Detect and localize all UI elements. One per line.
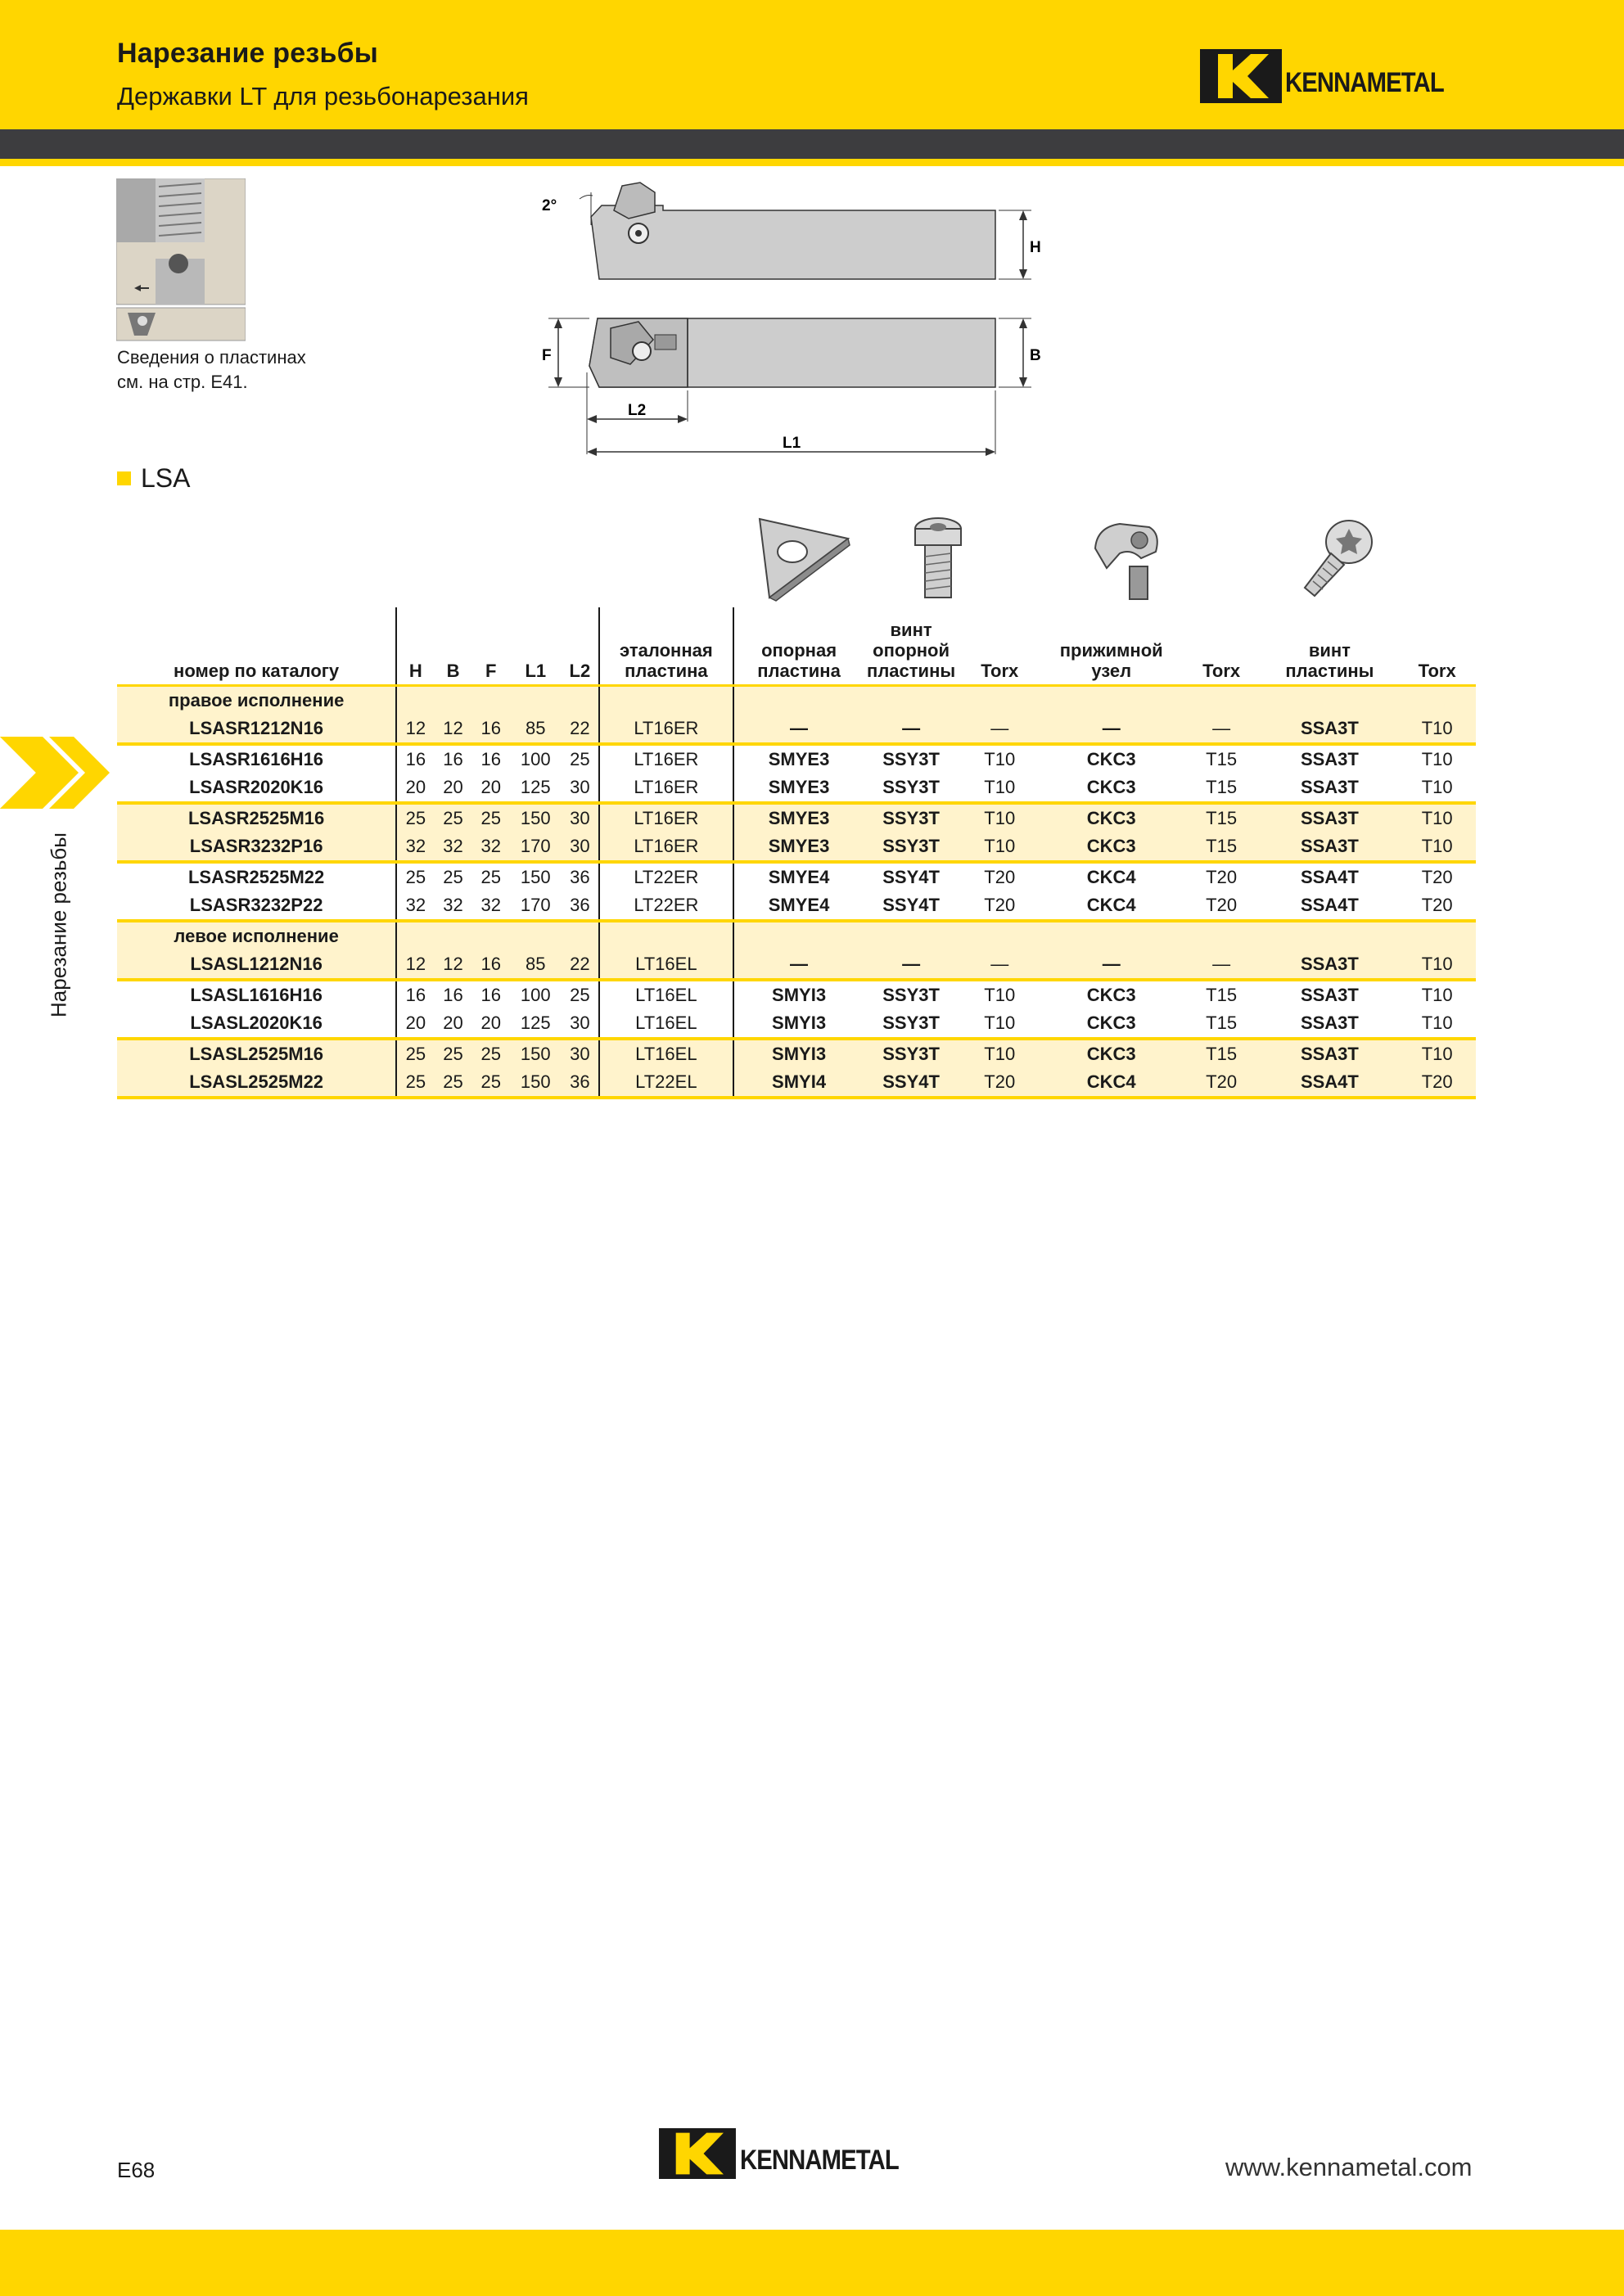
col-f: F — [472, 607, 510, 686]
table-cell: SMYI3 — [733, 1009, 864, 1039]
col-h: H — [396, 607, 434, 686]
table-cell: CKC3 — [1041, 1039, 1182, 1068]
insert-note-line1: Сведения о пластинах — [117, 347, 306, 368]
section-marker — [117, 471, 131, 485]
table-cell: 25 — [480, 867, 501, 887]
table-cell: — — [733, 715, 864, 744]
table-cell: 12 — [396, 715, 434, 744]
table-cell — [434, 686, 471, 715]
table-cell: SMYE4 — [768, 867, 830, 887]
table-cell: 100 — [520, 985, 551, 1005]
table-row — [117, 980, 1476, 1009]
table-cell: 16 — [472, 715, 510, 744]
table-cell: T15 — [1182, 1039, 1261, 1068]
clamp-icon — [1087, 516, 1166, 602]
table-cell: — — [864, 950, 958, 980]
table-cell: SSA3T — [1261, 715, 1398, 744]
table-row — [117, 862, 1476, 891]
table-cell: SMYE3 — [733, 803, 864, 832]
dim-l1-label: L1 — [783, 435, 801, 452]
catalog-number: LSASR1616H16 — [117, 744, 396, 774]
table-cell: T20 — [1398, 1068, 1476, 1098]
table-cell: SSA4T — [1261, 891, 1398, 921]
table-cell: T10 — [959, 832, 1041, 862]
kennametal-logo — [1200, 49, 1478, 103]
table-cell: T10 — [1398, 715, 1476, 744]
table-row — [117, 1068, 1476, 1098]
catalog-number: LSASR3232P16 — [117, 832, 396, 862]
dim-f-label: F — [542, 347, 552, 364]
table-cell: 20 — [434, 774, 471, 803]
table-cell: T10 — [984, 985, 1016, 1005]
table-cell: 20 — [434, 1009, 471, 1039]
table-cell: 100 — [520, 749, 551, 769]
dim-h-label: H — [1030, 239, 1041, 256]
table-cell: 25 — [396, 1068, 434, 1098]
col-torx1: Torx — [959, 607, 1041, 686]
table-cell — [472, 921, 510, 950]
footer-logo — [658, 2128, 936, 2179]
table-cell: 36 — [562, 862, 599, 891]
insert-note — [117, 345, 306, 395]
table-cell: T20 — [984, 867, 1016, 887]
footer-kennametal-k-icon — [658, 2128, 737, 2179]
table-cell: T15 — [1182, 832, 1261, 862]
insert-screw-icon — [1290, 514, 1385, 604]
table-cell: T10 — [959, 774, 1041, 803]
section-label-row — [117, 686, 1476, 715]
product-table — [117, 607, 1476, 1099]
table-cell: SSA4T — [1261, 1068, 1398, 1098]
table-cell: LT16EL — [599, 1009, 733, 1039]
table-cell — [959, 921, 1041, 950]
table-cell — [864, 686, 958, 715]
table-cell: SSY3T — [864, 832, 958, 862]
catalog-number: LSASR3232P22 — [117, 891, 396, 921]
table-cell: SSY4T — [882, 867, 940, 887]
table-cell: SMYE3 — [733, 832, 864, 862]
table-cell: CKC3 — [1041, 1009, 1182, 1039]
table-cell: CKC4 — [1041, 1068, 1182, 1098]
table-cell: 150 — [510, 803, 562, 832]
table-row — [117, 1039, 1476, 1068]
table-cell: SSY3T — [864, 803, 958, 832]
table-cell: 25 — [434, 803, 471, 832]
table-cell: 25 — [562, 744, 599, 774]
table-cell: — — [1182, 950, 1261, 980]
col-torx2: Torx — [1182, 607, 1261, 686]
table-cell: T10 — [959, 1009, 1041, 1039]
table-cell — [1041, 686, 1182, 715]
catalog-number: LSASL2020K16 — [117, 1009, 396, 1039]
col-ref-insert-line2: пластина — [625, 661, 708, 681]
table-cell: 20 — [472, 1009, 510, 1039]
table-cell: SMYI3 — [733, 1039, 864, 1068]
table-cell: 25 — [396, 803, 434, 832]
table-cell: CKC3 — [1086, 749, 1136, 769]
table-cell: 30 — [562, 1009, 599, 1039]
tool-holder-drawing — [532, 176, 1064, 458]
table-cell: 25 — [562, 980, 599, 1009]
section-label: правое исполнение — [117, 686, 396, 715]
dim-l2-label: L2 — [628, 402, 647, 419]
table-cell: 16 — [405, 749, 426, 769]
table-cell: 30 — [562, 803, 599, 832]
table-cell: T15 — [1206, 985, 1238, 1005]
col-l1: L1 — [510, 607, 562, 686]
table-cell: SMYE3 — [733, 774, 864, 803]
table-cell — [1261, 921, 1398, 950]
catalog-number: LSASL1616H16 — [117, 980, 396, 1009]
table-row — [117, 832, 1476, 862]
table-cell: 125 — [510, 1009, 562, 1039]
table-cell: T20 — [959, 1068, 1041, 1098]
table-cell: — — [733, 950, 864, 980]
table-cell: 32 — [434, 832, 471, 862]
table-cell — [510, 686, 562, 715]
table-cell: 20 — [396, 1009, 434, 1039]
table-cell: 30 — [562, 774, 599, 803]
table-cell: 16 — [443, 985, 463, 1005]
table-cell: LT16ER — [599, 774, 733, 803]
table-cell: 36 — [562, 891, 599, 921]
table-cell: 125 — [510, 774, 562, 803]
side-chevron-icon — [0, 737, 115, 809]
table-cell — [1182, 921, 1261, 950]
table-cell: T20 — [1206, 867, 1238, 887]
table-cell: 85 — [510, 715, 562, 744]
table-cell: 32 — [396, 891, 434, 921]
table-cell — [959, 686, 1041, 715]
table-cell: 16 — [405, 985, 426, 1005]
page-number: E68 — [117, 2158, 156, 2182]
table-row — [117, 803, 1476, 832]
table-row — [117, 774, 1476, 803]
table-cell: 25 — [405, 867, 426, 887]
table-cell: LT22ER — [599, 862, 733, 891]
table-cell: SSY3T — [882, 985, 940, 1005]
table-cell: 25 — [472, 1068, 510, 1098]
col-ref-insert-line1: эталонная — [620, 640, 713, 661]
table-row — [117, 715, 1476, 744]
table-cell: SSY3T — [864, 1039, 958, 1068]
table-cell: SSA3T — [1300, 749, 1359, 769]
table-cell: LT16EL — [599, 1039, 733, 1068]
table-cell — [1261, 686, 1398, 715]
table-cell: T10 — [1398, 803, 1476, 832]
table-cell: 25 — [443, 867, 463, 887]
table-cell — [510, 921, 562, 950]
table-cell: T10 — [1398, 832, 1476, 862]
table-cell: 25 — [434, 1068, 471, 1098]
page-subtitle: Державки LT для резьбонарезания — [117, 82, 529, 111]
table-cell — [864, 921, 958, 950]
catalog-number: LSASL1212N16 — [117, 950, 396, 980]
table-cell — [396, 921, 434, 950]
table-cell: — — [959, 715, 1041, 744]
table-cell: 22 — [562, 715, 599, 744]
table-cell: LT22EL — [599, 1068, 733, 1098]
kennametal-wordmark: KENNAMETAL — [1285, 67, 1444, 98]
table-cell — [434, 921, 471, 950]
table-cell: SSA3T — [1261, 950, 1398, 980]
table-cell: LT16ER — [599, 832, 733, 862]
table-cell: T20 — [959, 891, 1041, 921]
section-label-row — [117, 921, 1476, 950]
table-cell: 25 — [472, 1039, 510, 1068]
table-cell: T10 — [1398, 950, 1476, 980]
table-cell: 12 — [434, 950, 471, 980]
table-cell — [1398, 921, 1476, 950]
table-cell: 170 — [510, 891, 562, 921]
side-tab-label: Нарезание резьбы — [46, 832, 71, 1017]
table-cell: 12 — [434, 715, 471, 744]
table-cell: SSY3T — [864, 1009, 958, 1039]
table-cell — [733, 921, 864, 950]
table-cell: 30 — [562, 1039, 599, 1068]
col-shim-screw — [864, 607, 958, 686]
table-cell: T10 — [1421, 985, 1453, 1005]
table-cell: SSY3T — [882, 749, 940, 769]
table-cell: SSA3T — [1300, 985, 1359, 1005]
table-cell: T20 — [1182, 891, 1261, 921]
table-cell: CKC4 — [1041, 891, 1182, 921]
table-cell: 150 — [510, 1068, 562, 1098]
catalog-number: LSASR2525M16 — [117, 803, 396, 832]
table-cell: CKC3 — [1041, 803, 1182, 832]
shim-icon — [755, 514, 855, 602]
table-cell: SMYI3 — [772, 985, 827, 1005]
table-cell: — — [1041, 950, 1182, 980]
col-torx3: Torx — [1398, 607, 1476, 686]
table-cell: 32 — [396, 832, 434, 862]
table-cell: 25 — [434, 1039, 471, 1068]
col-l2: L2 — [562, 607, 599, 686]
col-insert-screw-line2: пластины — [1285, 661, 1374, 681]
table-cell: 32 — [472, 891, 510, 921]
table-cell: 12 — [396, 950, 434, 980]
table-cell: T20 — [1421, 867, 1453, 887]
col-insert-screw — [1261, 607, 1398, 686]
table-cell — [1182, 686, 1261, 715]
table-cell: 20 — [396, 774, 434, 803]
table-cell: SSA3T — [1261, 803, 1398, 832]
table-cell: 150 — [510, 1039, 562, 1068]
section-label: левое исполнение — [117, 921, 396, 950]
table-cell: SSY4T — [864, 1068, 958, 1098]
table-cell: SSY4T — [864, 891, 958, 921]
table-cell: LT16ER — [599, 715, 733, 744]
table-cell: SSY3T — [864, 774, 958, 803]
table-cell: 25 — [396, 1039, 434, 1068]
table-cell: T10 — [984, 749, 1016, 769]
table-cell: T15 — [1206, 749, 1238, 769]
col-ref-insert — [599, 607, 733, 686]
table-cell: CKC3 — [1041, 832, 1182, 862]
table-cell: 22 — [562, 950, 599, 980]
table-cell: — — [959, 950, 1041, 980]
catalog-number: LSASL2525M22 — [117, 1068, 396, 1098]
table-cell: 25 — [472, 803, 510, 832]
col-shim-line1: опорная — [761, 640, 837, 661]
table-cell: LT16EL — [599, 980, 733, 1009]
table-cell: T20 — [1398, 891, 1476, 921]
col-clamp — [1041, 607, 1182, 686]
table-cell — [1041, 921, 1182, 950]
table-cell: T10 — [1421, 749, 1453, 769]
table-cell: T15 — [1182, 1009, 1261, 1039]
angle-label: 2° — [542, 197, 557, 214]
table-cell: — — [1041, 715, 1182, 744]
tool-photo — [116, 178, 246, 342]
table-cell: SSA3T — [1261, 1009, 1398, 1039]
table-cell: LT16ER — [599, 744, 733, 774]
table-cell: 30 — [562, 832, 599, 862]
table-cell: 20 — [472, 774, 510, 803]
table-cell: T10 — [1398, 1009, 1476, 1039]
table-cell: 16 — [472, 950, 510, 980]
table-cell — [472, 686, 510, 715]
col-clamp-line2: узел — [1091, 661, 1132, 681]
col-shim-screw-line2: опорной — [873, 640, 950, 661]
catalog-number: LSASR2525M22 — [117, 862, 396, 891]
table-cell: 16 — [480, 749, 501, 769]
table-cell: T10 — [959, 1039, 1041, 1068]
table-row — [117, 891, 1476, 921]
page-title: Нарезание резьбы — [117, 38, 379, 69]
table-header-row — [117, 607, 1476, 686]
catalog-number: LSASR2020K16 — [117, 774, 396, 803]
table-cell: T10 — [959, 803, 1041, 832]
table-cell: SSA3T — [1261, 832, 1398, 862]
kennametal-k-icon — [1200, 49, 1282, 103]
table-cell: LT22ER — [599, 891, 733, 921]
table-row — [117, 950, 1476, 980]
table-cell: CKC4 — [1086, 867, 1136, 887]
table-cell — [396, 686, 434, 715]
footer-band — [0, 2230, 1624, 2296]
table-cell: SSA3T — [1261, 1039, 1398, 1068]
table-cell — [1398, 686, 1476, 715]
table-cell: SMYI4 — [733, 1068, 864, 1098]
table-cell: LT16ER — [599, 803, 733, 832]
table-cell: 170 — [510, 832, 562, 862]
table-cell: 36 — [562, 1068, 599, 1098]
col-shim-screw-line3: пластины — [867, 661, 956, 681]
table-cell: SSA4T — [1300, 867, 1359, 887]
table-cell: T15 — [1182, 774, 1261, 803]
table-cell: T15 — [1182, 803, 1261, 832]
insert-note-line2: см. на стр. E41. — [117, 372, 248, 392]
website-url[interactable]: www.kennametal.com — [1225, 2153, 1473, 2181]
catalog-number: LSASR1212N16 — [117, 715, 396, 744]
shim-screw-icon — [910, 516, 966, 602]
table-cell — [733, 686, 864, 715]
table-cell: LT16EL — [599, 950, 733, 980]
table-cell: 32 — [434, 891, 471, 921]
table-cell: CKC3 — [1041, 774, 1182, 803]
footer-kennametal-wordmark: KENNAMETAL — [740, 2145, 899, 2176]
table-cell: SSA3T — [1261, 774, 1398, 803]
table-row — [117, 1009, 1476, 1039]
yellow-stripe — [0, 159, 1624, 166]
col-shim-screw-line1: винт — [890, 620, 932, 640]
table-cell: — — [1182, 715, 1261, 744]
col-insert-screw-line1: винт — [1308, 640, 1351, 661]
col-shim-line2: пластина — [757, 661, 841, 681]
table-cell: 16 — [443, 749, 463, 769]
col-clamp-line1: прижимной — [1059, 640, 1163, 661]
col-b: B — [434, 607, 471, 686]
table-cell: T10 — [1398, 1039, 1476, 1068]
dark-stripe — [0, 129, 1624, 159]
table-cell: T20 — [1182, 1068, 1261, 1098]
table-cell — [599, 686, 733, 715]
section-title: LSA — [141, 463, 191, 493]
table-cell — [562, 686, 599, 715]
dim-b-label: B — [1030, 347, 1041, 364]
table-cell: — — [864, 715, 958, 744]
col-shim — [733, 607, 864, 686]
col-catalog: номер по каталогу — [117, 607, 396, 686]
table-cell: 32 — [472, 832, 510, 862]
table-cell — [562, 921, 599, 950]
table-cell: 16 — [480, 985, 501, 1005]
table-cell: 150 — [520, 867, 551, 887]
table-body — [117, 686, 1476, 1098]
table-cell: SMYE4 — [733, 891, 864, 921]
table-cell — [599, 921, 733, 950]
table-cell: T10 — [1398, 774, 1476, 803]
table-row — [117, 744, 1476, 774]
table-cell: CKC3 — [1086, 985, 1136, 1005]
catalog-number: LSASL2525M16 — [117, 1039, 396, 1068]
table-cell: 85 — [510, 950, 562, 980]
table-cell: SMYE3 — [768, 749, 830, 769]
